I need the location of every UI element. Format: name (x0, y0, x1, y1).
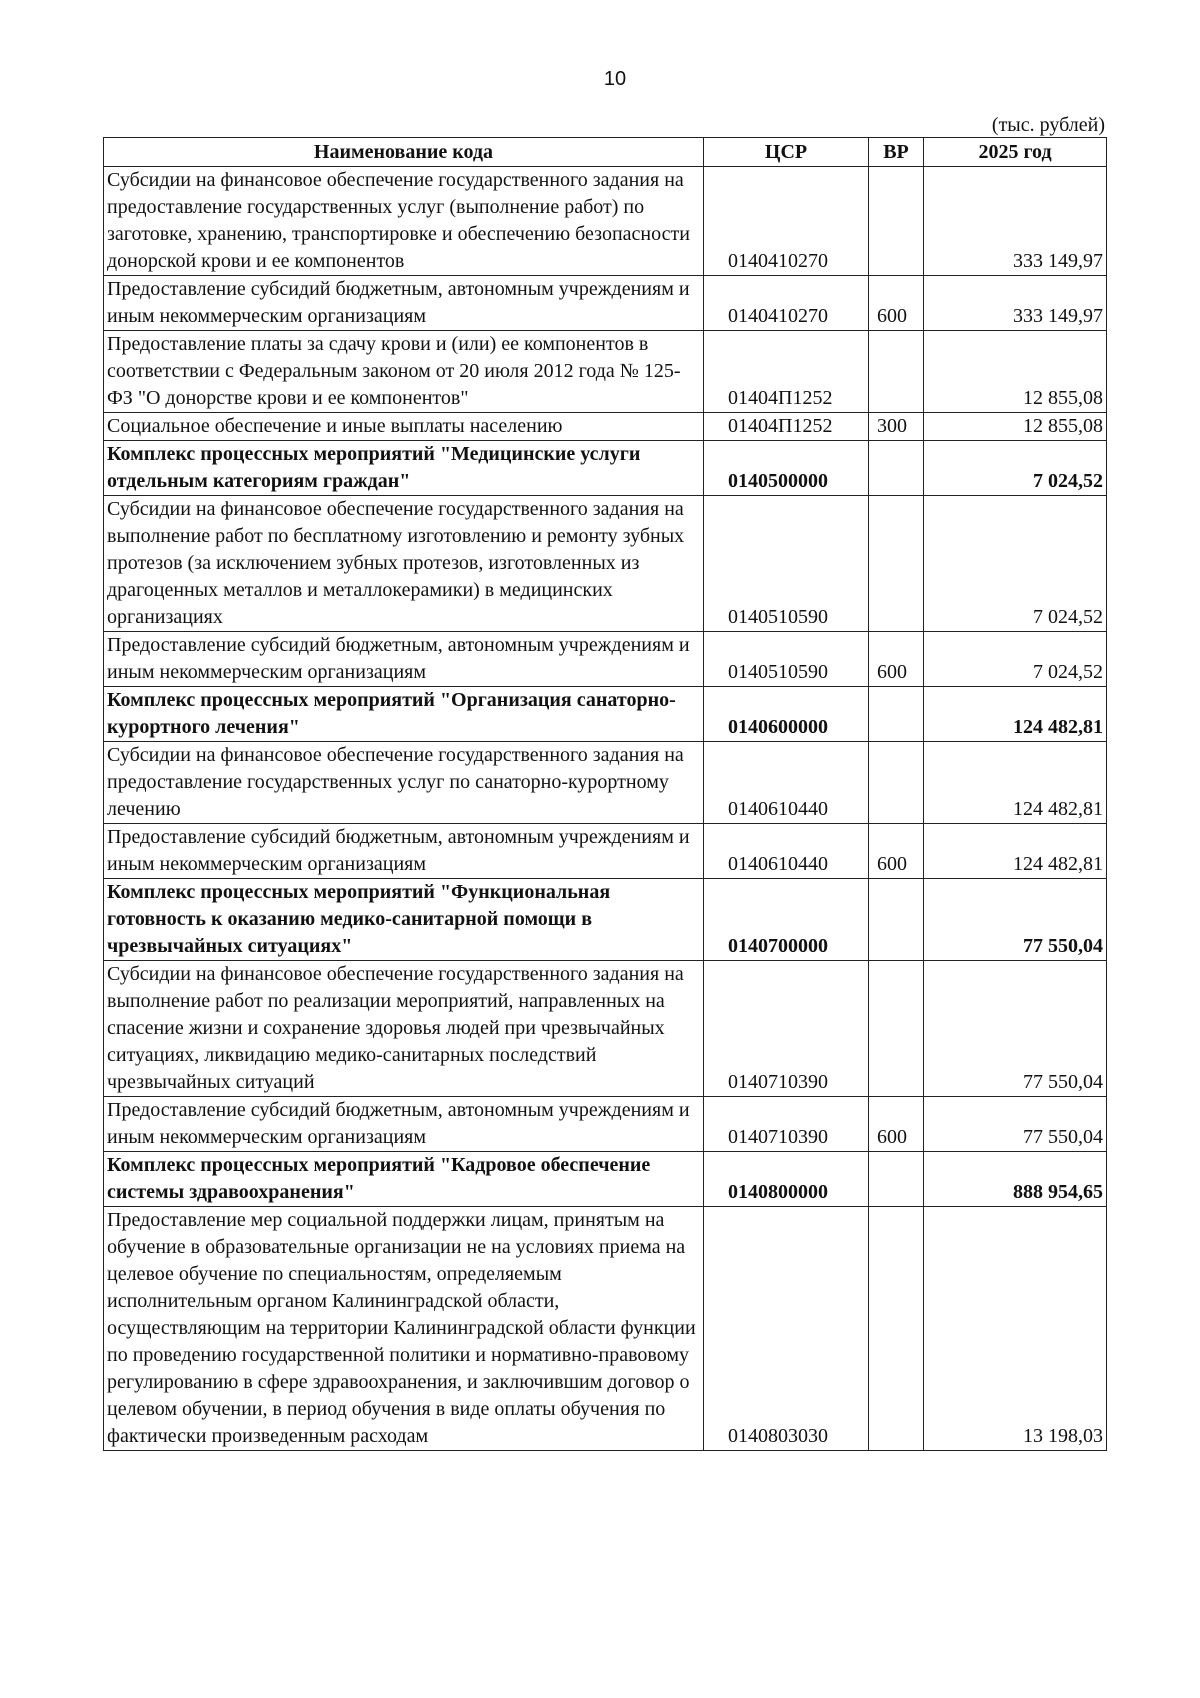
row-vr-cell: 300 (869, 413, 924, 441)
row-vr-cell: 600 (869, 1097, 924, 1152)
table-row (104, 961, 1107, 1097)
row-csr-cell: 0140800000 (704, 1152, 869, 1207)
table-row (104, 687, 1107, 742)
row-amount-cell: 333 149,97 (924, 276, 1107, 331)
row-name-cell: Предоставление субсидий бюджетным, автономным учреждениям и иным некоммерческим организациям (104, 824, 704, 879)
row-vr-cell (869, 879, 924, 961)
row-amount-cell: 7 024,52 (924, 632, 1107, 687)
header-vr: ВР (869, 138, 924, 167)
row-csr-cell: 01404П1252 (704, 331, 869, 413)
row-vr-cell: 600 (869, 632, 924, 687)
row-csr-cell: 0140803030 (704, 1207, 869, 1451)
row-amount-cell: 12 855,08 (924, 413, 1107, 441)
row-name-cell: Предоставление субсидий бюджетным, автономным учреждениям и иным некоммерческим организациям (104, 632, 704, 687)
table-row (104, 276, 1107, 331)
row-name-cell: Комплекс процессных мероприятий "Медицинские услуги отдельным категориям граждан" (104, 441, 704, 496)
row-name-cell: Комплекс процессных мероприятий "Организация санаторно-курортного лечения" (104, 687, 704, 742)
row-vr-cell (869, 167, 924, 276)
row-vr-cell (869, 687, 924, 742)
header-year: 2025 год (924, 138, 1107, 167)
row-name-cell: Субсидии на финансовое обеспечение государственного задания на предоставление государственных услуг по санаторно-курортному лечению (104, 742, 704, 824)
row-csr-cell: 0140500000 (704, 441, 869, 496)
row-amount-cell: 333 149,97 (924, 167, 1107, 276)
table-row (104, 1207, 1107, 1451)
row-vr-cell (869, 1152, 924, 1207)
row-name-cell: Субсидии на финансовое обеспечение государственного задания на предоставление государственных услуг (выполнение работ) по заготовке, хранению, транспортировке и обеспечению безопасности донорской крови и ее компонентов (104, 167, 704, 276)
row-vr-cell: 600 (869, 276, 924, 331)
page-number: 10 (603, 68, 627, 90)
table-header-row (104, 138, 1107, 167)
header-name: Наименование кода (104, 138, 704, 167)
row-name-cell: Предоставление платы за сдачу крови и (или) ее компонентов в соответствии с Федеральным законом от 20 июля 2012 года № 125-ФЗ "О донорстве крови и ее компонентов" (104, 331, 704, 413)
row-amount-cell: 13 198,03 (924, 1207, 1107, 1451)
row-vr-cell (869, 742, 924, 824)
row-amount-cell: 7 024,52 (924, 496, 1107, 632)
budget-table (103, 137, 1107, 1451)
table-row (104, 331, 1107, 413)
row-csr-cell: 0140510590 (704, 632, 869, 687)
row-name-cell: Субсидии на финансовое обеспечение государственного задания на выполнение работ по реализации мероприятий, направленных на спасение жизни и сохранение здоровья людей при чрезвычайных ситуациях, ликвидацию медико-санитарных последствий чрезвычайных ситуаций (104, 961, 704, 1097)
row-csr-cell: 0140610440 (704, 742, 869, 824)
row-csr-cell: 0140710390 (704, 1097, 869, 1152)
row-amount-cell: 77 550,04 (924, 879, 1107, 961)
row-name-cell: Социальное обеспечение и иные выплаты населению (104, 413, 704, 441)
row-name-cell: Субсидии на финансовое обеспечение государственного задания на выполнение работ по бесплатному изготовлению и ремонту зубных протезов (за исключением зубных протезов, изготовленных из драгоценных металлов и металлокерамики) в медицинских организациях (104, 496, 704, 632)
table-body (104, 167, 1107, 1451)
header-csr: ЦСР (704, 138, 869, 167)
row-amount-cell: 77 550,04 (924, 961, 1107, 1097)
unit-note: (тыс. рублей) (991, 114, 1105, 136)
table-row (104, 1152, 1107, 1207)
row-csr-cell: 0140610440 (704, 824, 869, 879)
row-vr-cell (869, 331, 924, 413)
row-csr-cell: 0140410270 (704, 167, 869, 276)
row-vr-cell (869, 441, 924, 496)
row-csr-cell: 0140710390 (704, 961, 869, 1097)
table-row (104, 824, 1107, 879)
table-row (104, 879, 1107, 961)
table-row (104, 632, 1107, 687)
row-amount-cell: 888 954,65 (924, 1152, 1107, 1207)
table-row (104, 413, 1107, 441)
row-amount-cell: 124 482,81 (924, 687, 1107, 742)
row-name-cell: Предоставление субсидий бюджетным, автономным учреждениям и иным некоммерческим организациям (104, 1097, 704, 1152)
row-csr-cell: 0140600000 (704, 687, 869, 742)
table-row (104, 742, 1107, 824)
row-amount-cell: 12 855,08 (924, 331, 1107, 413)
row-csr-cell: 0140410270 (704, 276, 869, 331)
row-amount-cell: 7 024,52 (924, 441, 1107, 496)
row-amount-cell: 124 482,81 (924, 824, 1107, 879)
row-vr-cell (869, 961, 924, 1097)
table-row (104, 167, 1107, 276)
row-vr-cell (869, 1207, 924, 1451)
row-name-cell: Предоставление мер социальной поддержки лицам, принятым на обучение в образовательные организации не на условиях приема на целевое обучение по специальностям, определяемым исполнительным органом Калининградской области, осуществляющим на территории Калининградской области функции по проведению государственной политики и нормативно-правовому регулированию в сфере здравоохранения, и заключившим договор о целевом обучении, в период обучения в виде оплаты обучения по фактически произведенным расходам (104, 1207, 704, 1451)
row-name-cell: Комплекс процессных мероприятий "Кадровое обеспечение системы здравоохранения" (104, 1152, 704, 1207)
row-vr-cell (869, 496, 924, 632)
row-amount-cell: 77 550,04 (924, 1097, 1107, 1152)
table-row (104, 441, 1107, 496)
row-name-cell: Предоставление субсидий бюджетным, автономным учреждениям и иным некоммерческим организациям (104, 276, 704, 331)
row-vr-cell: 600 (869, 824, 924, 879)
row-csr-cell: 01404П1252 (704, 413, 869, 441)
row-csr-cell: 0140510590 (704, 496, 869, 632)
row-name-cell: Комплекс процессных мероприятий "Функциональная готовность к оказанию медико-санитарной помощи в чрезвычайных ситуациях" (104, 879, 704, 961)
table-row (104, 1097, 1107, 1152)
row-amount-cell: 124 482,81 (924, 742, 1107, 824)
table-row (104, 496, 1107, 632)
row-csr-cell: 0140700000 (704, 879, 869, 961)
